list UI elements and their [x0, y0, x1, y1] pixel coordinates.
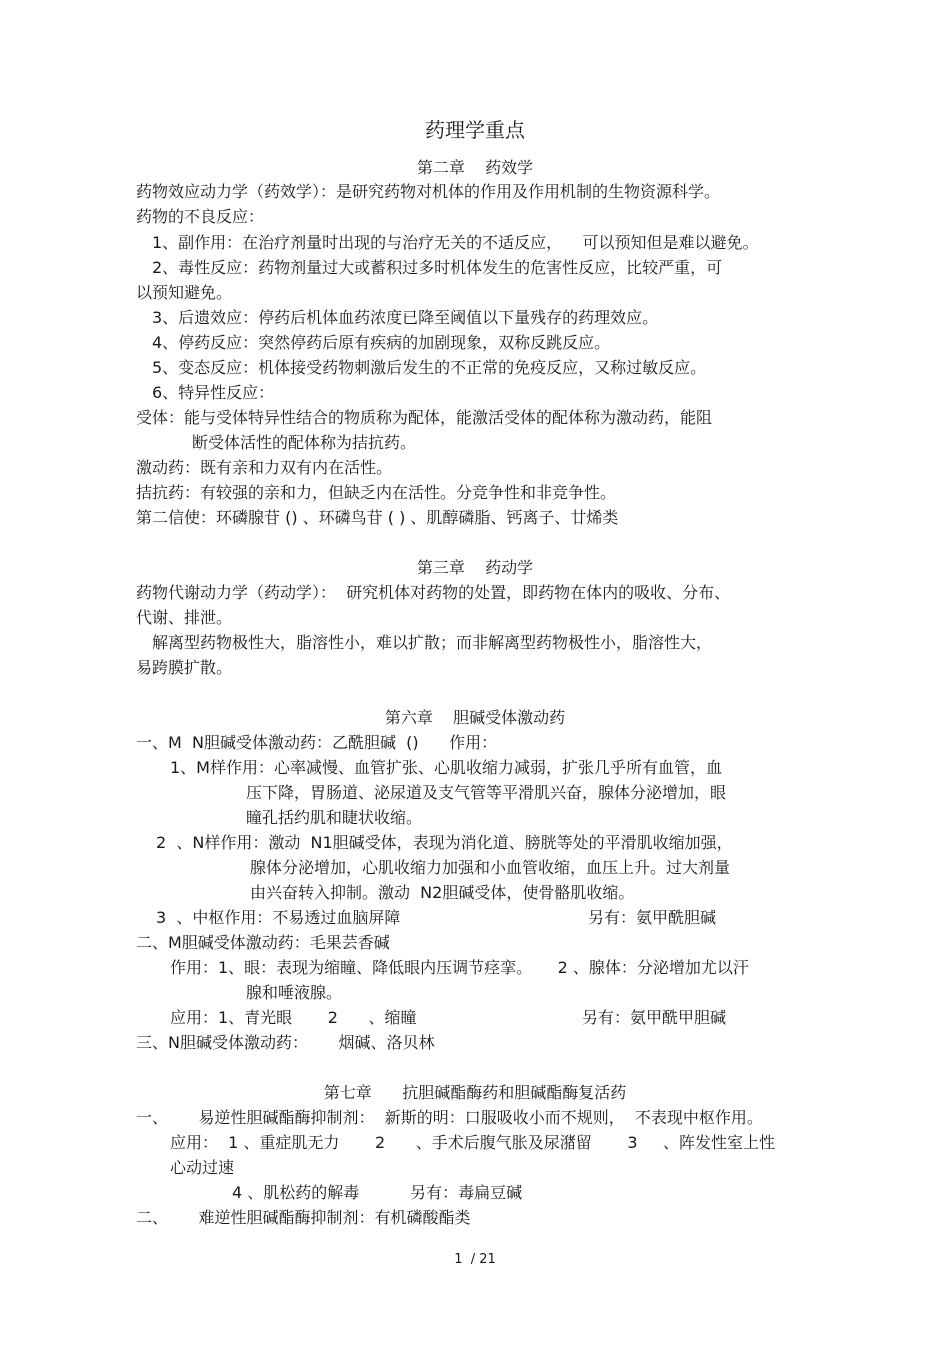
text-line: 应用：1、青光眼 2 、缩瞳	[170, 1008, 417, 1027]
text-line: 1、副作用：在治疗剂量时出现的与治疗无关的不适反应， 可以预知但是难以避免。	[152, 233, 759, 252]
text-line: 4、停药反应：突然停药后原有疾病的加剧现象，双称反跳反应。	[152, 333, 611, 352]
text-line: 断受体活性的配体称为拮抗药。	[192, 433, 417, 452]
text-line: 一、 易逆性胆碱酯酶抑制剂： 新斯的明：口服吸收小而不规则， 不表现中枢作用。	[136, 1108, 763, 1127]
text-line: 解离型药物极性大，脂溶性小，难以扩散；而非解离型药物极性小，脂溶性大，	[152, 633, 713, 652]
text-line: 腺体分泌增加，心肌收缩力加强和小血管收缩，血压上升。过大剂量	[250, 858, 731, 877]
text-line: 二、 难逆性胆碱酯酶抑制剂：有机磷酸酯类	[136, 1208, 471, 1227]
text-line: 另有：氨甲酰胆碱	[588, 908, 717, 927]
chapter-3-heading: 第三章 药动学	[416, 558, 534, 577]
text-line: 第二信使：环磷腺苷 () 、环磷鸟苷 ( ) 、肌醇磷脂、钙离子、廿烯类	[136, 508, 619, 527]
text-line: 易跨膜扩散。	[136, 658, 233, 677]
text-line: 三、N胆碱受体激动药： 烟碱、洛贝林	[136, 1033, 435, 1052]
text-line: 3、后遗效应：停药后机体血药浓度已降至阈值以下量残存的药理效应。	[152, 308, 659, 327]
text-line: 拮抗药：有较强的亲和力，但缺乏内在活性。分竞争性和非竞争性。	[136, 483, 617, 502]
text-line: 2、毒性反应：药物剂量过大或蓄积过多时机体发生的危害性反应，比较严重，可	[152, 258, 723, 277]
text-line: 腺和唾液腺。	[246, 983, 343, 1002]
text-line: 1、M样作用：心率减慢、血管扩张、心肌收缩力减弱，扩张几乎所有血管，血	[170, 758, 722, 777]
text-line: 药物的不良反应：	[136, 207, 265, 226]
text-line: 瞳孔括约肌和睫状收缩。	[246, 808, 423, 827]
text-line: 心动过速	[170, 1158, 235, 1177]
text-line: 2 、N样作用：激动 N1胆碱受体，表现为消化道、膀胱等处的平滑肌收缩加强，	[156, 833, 733, 852]
text-line: 二、M胆碱受体激动药：毛果芸香碱	[136, 933, 390, 952]
text-line: 由兴奋转入抑制。激动 N2胆碱受体，使骨骼肌收缩。	[250, 883, 635, 902]
text-line: 受体：能与受体特异性结合的物质称为配体，能激活受体的配体称为激动药，能阻	[136, 408, 713, 427]
text-line: 以预知避免。	[136, 283, 233, 302]
text-line: 5、变态反应：机体接受药物刺激后发生的不正常的免疫反应，又称过敏反应。	[152, 358, 707, 377]
text-line: 压下降，胃肠道、泌尿道及支气管等平滑肌兴奋，腺体分泌增加，眼	[246, 783, 727, 802]
text-line: 4 、肌松药的解毒 另有：毒扁豆碱	[232, 1183, 523, 1202]
chapter-7-heading: 第七章 抗胆碱酯酶药和胆碱酯酶复活药	[323, 1083, 627, 1102]
text-line: 3 、中枢作用：不易透过血脑屏障	[156, 908, 401, 927]
text-line: 应用： 1 、重症肌无力 2 、手术后腹气胀及尿潴留 3 、阵发性室上性	[170, 1133, 775, 1152]
text-line: 代谢、排泄。	[136, 608, 233, 627]
page-number: 1 / 21	[454, 1252, 496, 1267]
text-line: 6、特异性反应：	[152, 383, 275, 402]
text-line: 作用：1、眼：表现为缩瞳、降低眼内压调节痉挛。 2 、腺体：分泌增加尤以汗	[170, 958, 749, 977]
text-line: 一、M N胆碱受体激动药：乙酰胆碱 () 作用：	[136, 733, 498, 752]
text-line: 另有：氨甲酰甲胆碱	[582, 1008, 727, 1027]
text-line: 药物代谢动力学（药动学）： 研究机体对药物的处置，即药物在体内的吸收、分布、	[136, 583, 731, 602]
chapter-2-heading: 第二章 药效学	[416, 158, 534, 177]
text-line: 激动药：既有亲和力双有内在活性。	[136, 458, 393, 477]
page-title: 药理学重点	[425, 118, 525, 142]
text-line: 药物效应动力学（药效学）：是研究药物对机体的作用及作用机制的生物资源科学。	[136, 182, 721, 201]
chapter-6-heading: 第六章 胆碱受体激动药	[384, 708, 566, 727]
